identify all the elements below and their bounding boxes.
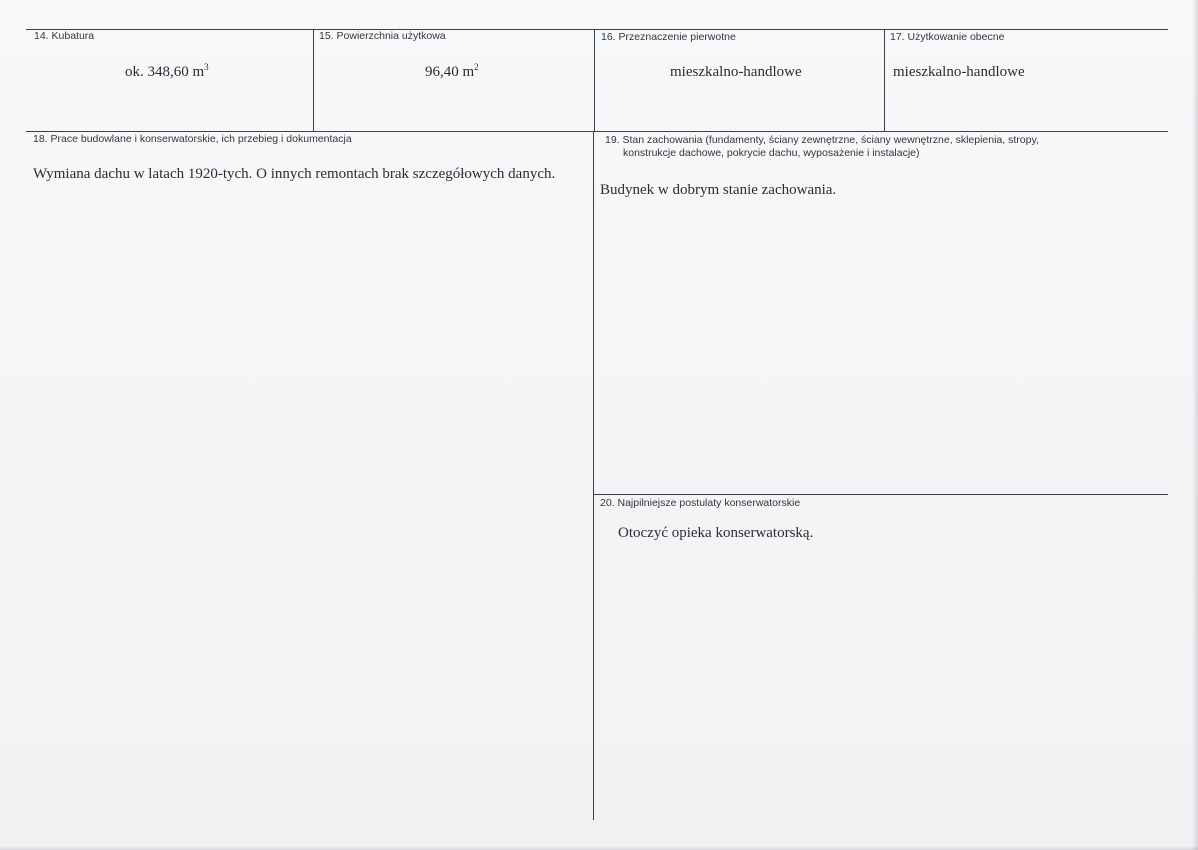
field-15-label: 15. Powierzchnia użytkowa <box>319 30 446 42</box>
field-17-value: mieszkalno-handlowe <box>893 64 1025 80</box>
field-14-value <box>125 63 209 81</box>
field-16-label: 16. Przeznaczenie pierwotne <box>601 31 736 43</box>
field-15-value <box>425 63 479 81</box>
field-19-label-line2: konstrukcje dachowe, pokrycie dachu, wyposażenie i instalacje) <box>623 147 920 159</box>
field-17-label: 17. Użytkowanie obecne <box>890 31 1005 43</box>
field-15-value-text: 96,40 m <box>425 64 475 80</box>
divider-18-19 <box>593 131 594 820</box>
divider-15-16 <box>594 29 595 132</box>
row1-bottom-border <box>26 131 1168 132</box>
field-19-value: Budynek w dobrym stanie zachowania. <box>600 182 837 198</box>
field-14-value-text: ok. 348,60 m <box>125 64 205 80</box>
cell19-bottom-border <box>593 494 1168 495</box>
scan-edge-bottom <box>0 846 1198 850</box>
field-14-unit-exponent: 3 <box>204 62 209 72</box>
field-18-value: Wymiana dachu w latach 1920-tych. O innych remontach brak szczegółowych danych. <box>33 166 556 182</box>
divider-14-15 <box>313 29 314 132</box>
field-14-label: 14. Kubatura <box>34 30 95 42</box>
field-16-value: mieszkalno-handlowe <box>670 64 802 80</box>
field-20-label: 20. Najpilniejsze postulaty konserwatorskie <box>600 497 801 509</box>
divider-16-17 <box>884 29 885 132</box>
field-15-unit-exponent: 2 <box>474 62 479 72</box>
scan-edge-right <box>1192 0 1198 850</box>
field-19-label-line1: 19. Stan zachowania (fundamenty, ściany zewnętrzne, ściany wewnętrzne, sklepienia, stropy, <box>605 134 1039 146</box>
field-18-label: 18. Prace budowlane i konserwatorskie, ich przebieg i dokumentacja <box>33 133 352 145</box>
top-border <box>26 29 1168 30</box>
field-20-value: Otoczyć opieka konserwatorską. <box>618 525 814 541</box>
